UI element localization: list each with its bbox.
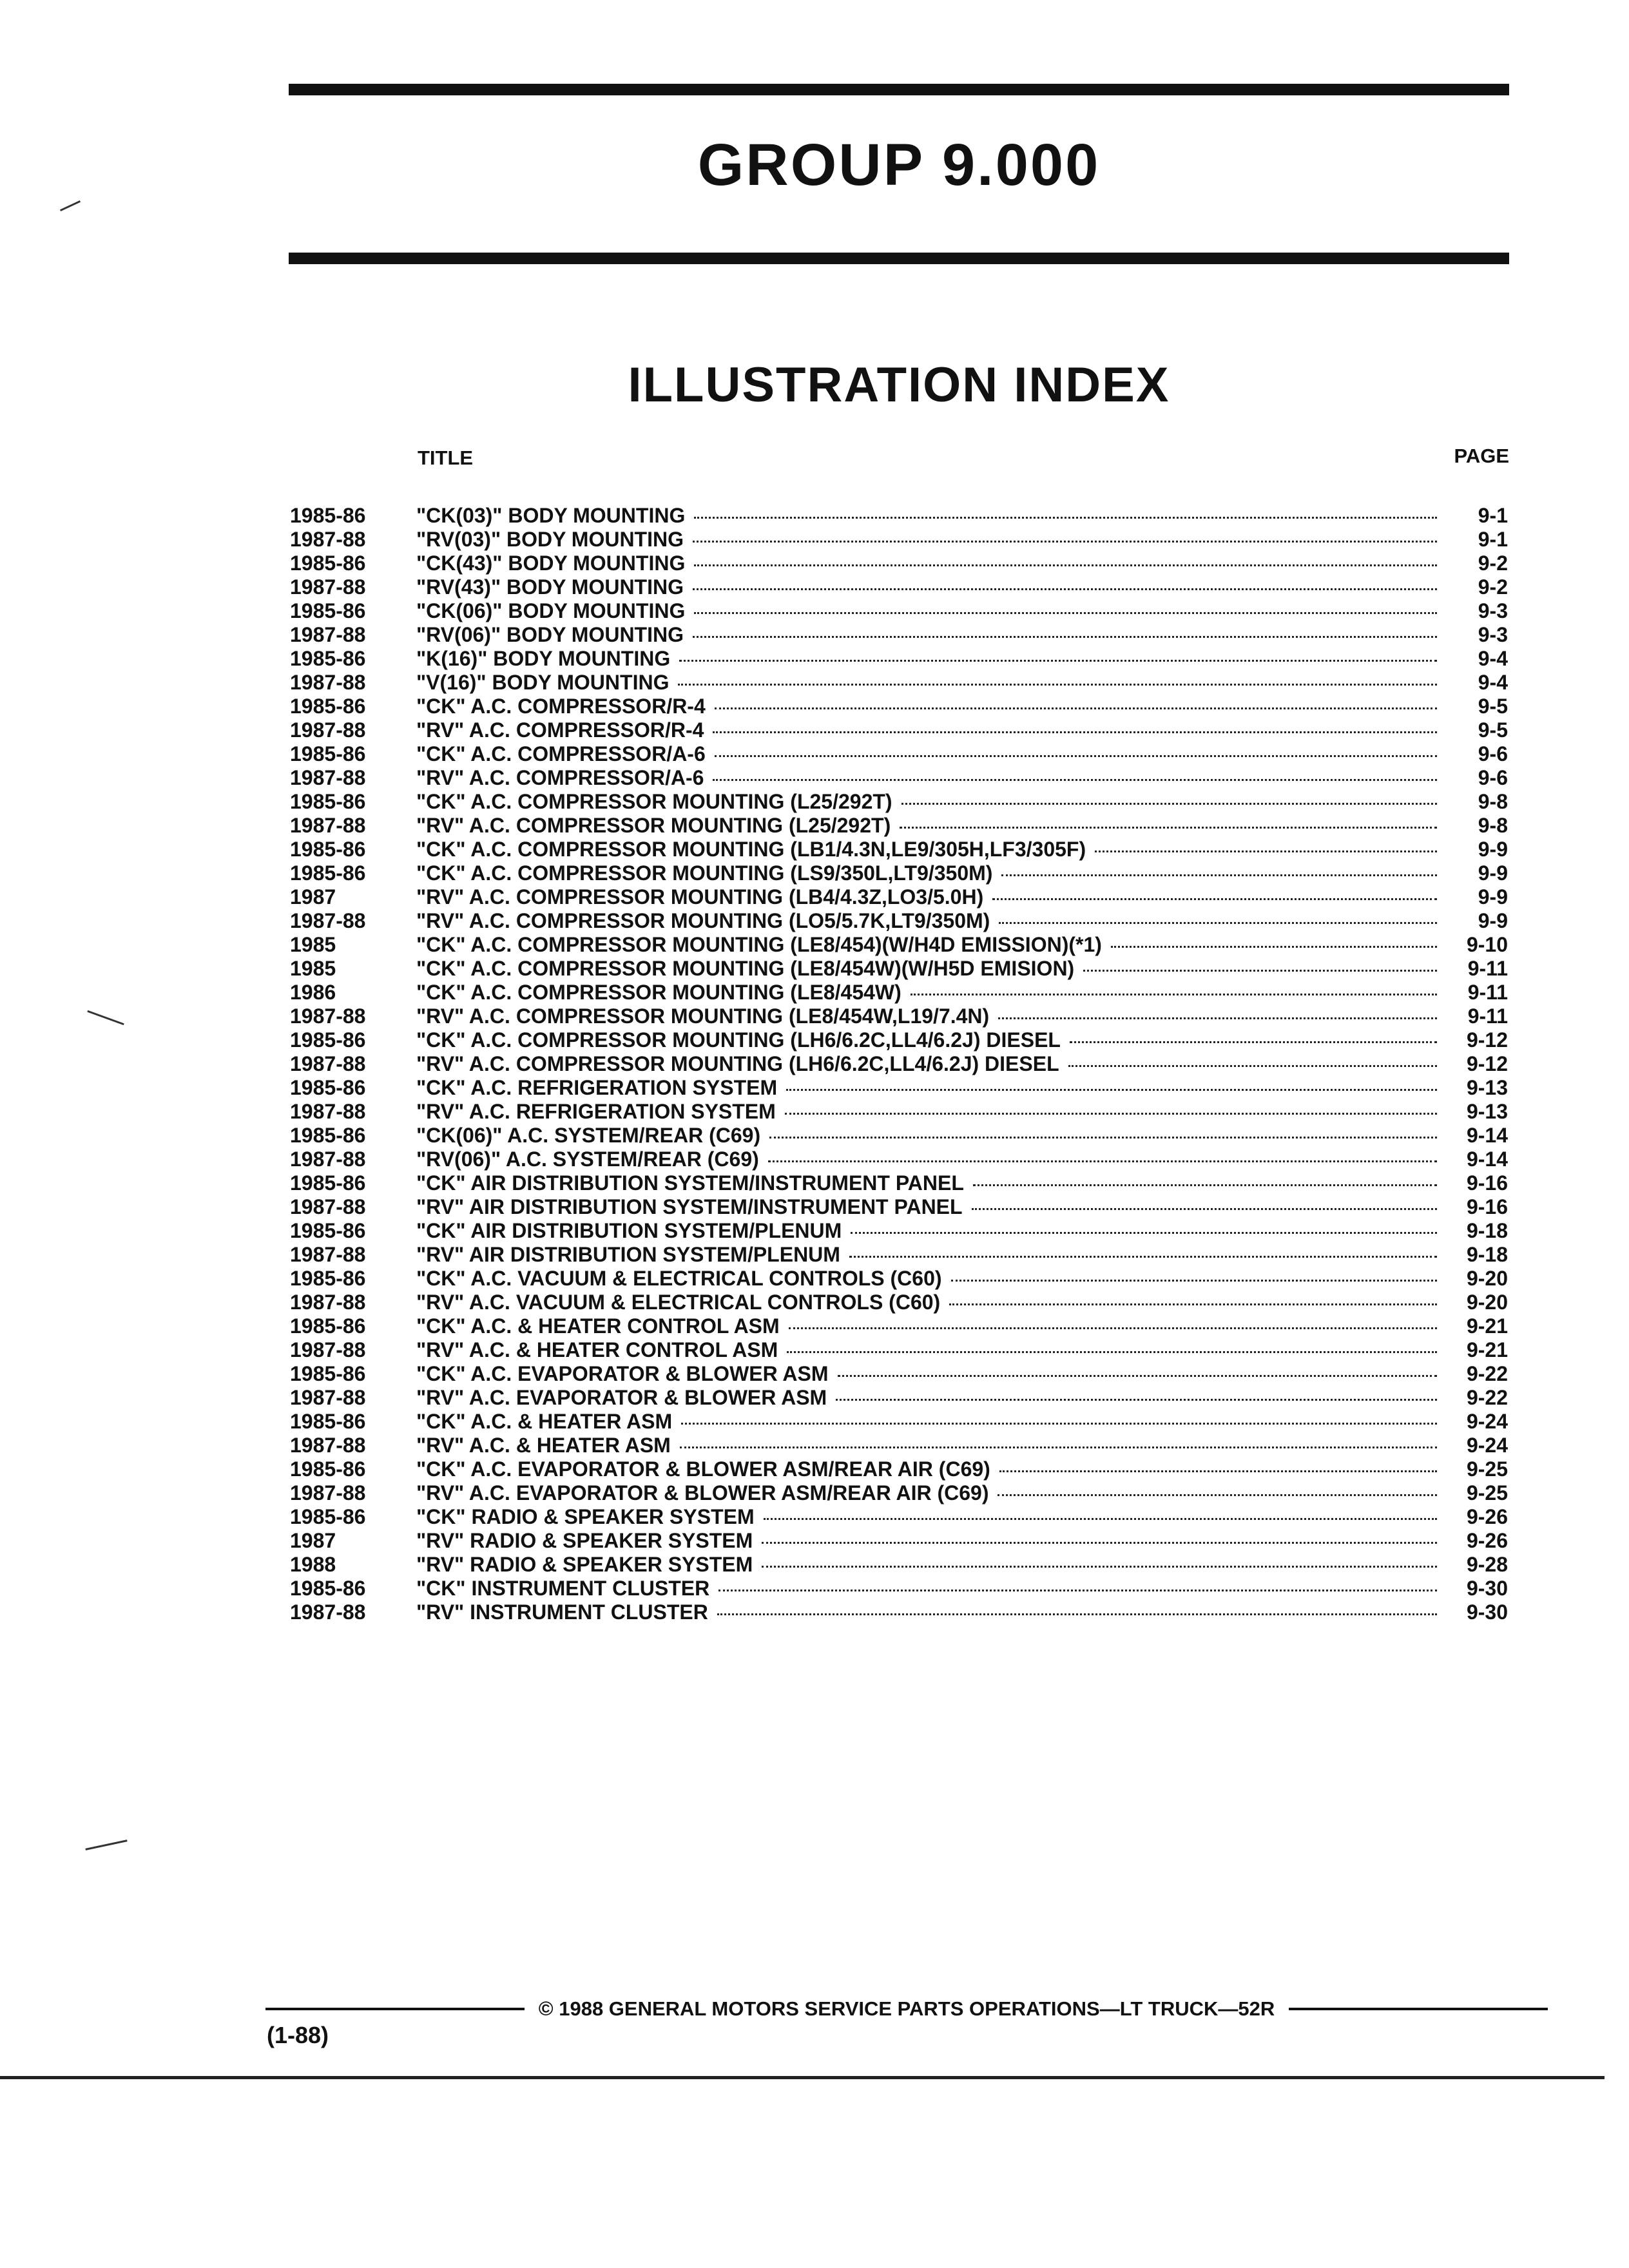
index-entry xyxy=(290,1577,1508,1600)
dot-leader xyxy=(693,541,1437,543)
entry-title: "RV" AIR DISTRIBUTION SYSTEM/PLENUM xyxy=(416,1243,840,1266)
dot-leader xyxy=(849,1256,1437,1258)
dot-leader xyxy=(785,1113,1437,1115)
entry-title: "CK" A.C. COMPRESSOR/R-4 xyxy=(416,695,706,718)
dot-leader xyxy=(973,1184,1437,1186)
dot-leader xyxy=(949,1303,1437,1305)
entry-page: 9-13 xyxy=(1466,1100,1508,1123)
entry-page: 9-21 xyxy=(1466,1314,1508,1338)
entry-title: "CK" A.C. REFRIGERATION SYSTEM xyxy=(416,1076,778,1099)
index-entry xyxy=(290,1052,1508,1076)
entry-page: 9-9 xyxy=(1478,861,1508,885)
entry-year: 1985-86 xyxy=(290,695,366,718)
entry-title: "CK" AIR DISTRIBUTION SYSTEM/PLENUM xyxy=(416,1219,842,1242)
dot-leader xyxy=(901,803,1437,805)
entry-title: "CK" A.C. COMPRESSOR MOUNTING (LE8/454)(W/H4D EMISSION)(*1) xyxy=(416,933,1102,956)
entry-page: 9-13 xyxy=(1466,1076,1508,1099)
entry-page: 9-11 xyxy=(1467,1004,1508,1028)
entry-year: 1987-88 xyxy=(290,718,366,742)
entry-page: 9-3 xyxy=(1478,599,1508,622)
entry-year: 1987 xyxy=(290,1529,336,1552)
entry-title: "CK" A.C. & HEATER ASM xyxy=(416,1410,673,1433)
entry-page: 9-22 xyxy=(1466,1386,1508,1409)
entry-title: "CK" INSTRUMENT CLUSTER xyxy=(416,1577,710,1600)
copyright-notice: © 1988 GENERAL MOTORS SERVICE PARTS OPERATIONS—LT TRUCK—52R xyxy=(538,1997,1275,2020)
entry-year: 1985-86 xyxy=(290,1410,366,1433)
index-entry xyxy=(290,671,1508,695)
entry-title: "CK(06)" A.C. SYSTEM/REAR (C69) xyxy=(416,1124,761,1147)
entry-year: 1985 xyxy=(290,957,336,980)
dot-leader xyxy=(693,636,1437,638)
entry-year: 1985-86 xyxy=(290,742,366,765)
entry-year: 1987-88 xyxy=(290,1386,366,1409)
entry-title: "RV" A.C. COMPRESSOR MOUNTING (LE8/454W,L19/7.4N) xyxy=(416,1004,990,1028)
index-entry xyxy=(290,695,1508,718)
entry-year: 1985-86 xyxy=(290,1314,366,1338)
dot-leader xyxy=(1111,946,1437,948)
entry-page: 9-11 xyxy=(1467,981,1508,1004)
entry-year: 1987-88 xyxy=(290,814,366,837)
dot-leader xyxy=(679,660,1437,662)
revision-code: (1-88) xyxy=(267,2022,329,2048)
index-entry xyxy=(290,575,1508,599)
entry-title: "CK" RADIO & SPEAKER SYSTEM xyxy=(416,1505,755,1528)
dot-leader xyxy=(694,517,1437,519)
entry-title: "K(16)" BODY MOUNTING xyxy=(416,647,671,670)
entry-page: 9-22 xyxy=(1466,1362,1508,1385)
entry-page: 9-26 xyxy=(1466,1529,1508,1552)
column-header-page: PAGE xyxy=(1454,445,1509,467)
entry-title: "CK" AIR DISTRIBUTION SYSTEM/INSTRUMENT PANEL xyxy=(416,1171,964,1195)
dot-leader xyxy=(911,994,1437,995)
entry-page: 9-12 xyxy=(1466,1052,1508,1075)
entry-page: 9-20 xyxy=(1466,1291,1508,1314)
dot-leader xyxy=(764,1518,1437,1520)
index-entry xyxy=(290,1171,1508,1195)
entry-title: "CK(06)" BODY MOUNTING xyxy=(416,599,686,622)
illustration-index-list xyxy=(290,504,1508,1624)
entry-page: 9-21 xyxy=(1466,1338,1508,1361)
entry-title: "RV" A.C. & HEATER CONTROL ASM xyxy=(416,1338,778,1361)
entry-year: 1985-86 xyxy=(290,838,366,861)
group-title: GROUP 9.000 xyxy=(697,132,1101,198)
entry-title: "RV" A.C. COMPRESSOR/R-4 xyxy=(416,718,704,742)
entry-title: "RV" A.C. VACUUM & ELECTRICAL CONTROLS (C60) xyxy=(416,1291,941,1314)
entry-page: 9-26 xyxy=(1466,1505,1508,1528)
dot-leader xyxy=(951,1280,1437,1282)
entry-page: 9-5 xyxy=(1478,718,1508,742)
entry-page: 9-20 xyxy=(1466,1267,1508,1290)
entry-title: "CK" A.C. & HEATER CONTROL ASM xyxy=(416,1314,780,1338)
index-entry xyxy=(290,1100,1508,1124)
dot-leader xyxy=(678,684,1437,686)
index-entry xyxy=(290,885,1508,909)
index-entry xyxy=(290,981,1508,1004)
entry-year: 1987-88 xyxy=(290,1434,366,1457)
index-entry xyxy=(290,909,1508,933)
entry-title: "RV" AIR DISTRIBUTION SYSTEM/INSTRUMENT PANEL xyxy=(416,1195,963,1218)
entry-title: "CK" A.C. COMPRESSOR MOUNTING (LE8/454W) xyxy=(416,981,901,1004)
entry-page: 9-25 xyxy=(1466,1457,1508,1481)
dot-leader xyxy=(762,1542,1437,1544)
dot-leader xyxy=(713,731,1437,733)
entry-title: "CK" A.C. EVAPORATOR & BLOWER ASM xyxy=(416,1362,829,1385)
dot-leader xyxy=(838,1375,1437,1377)
dot-leader xyxy=(972,1208,1437,1210)
dot-leader xyxy=(717,1613,1437,1615)
index-title: ILLUSTRATION INDEX xyxy=(628,358,1170,412)
entry-page: 9-14 xyxy=(1466,1124,1508,1147)
entry-page: 9-10 xyxy=(1466,933,1508,956)
dot-leader xyxy=(900,827,1437,829)
entry-page: 9-18 xyxy=(1466,1243,1508,1266)
dot-leader xyxy=(999,922,1437,924)
entry-title: "CK" A.C. VACUUM & ELECTRICAL CONTROLS (C60) xyxy=(416,1267,942,1290)
entry-year: 1985-86 xyxy=(290,1457,366,1481)
index-entry xyxy=(290,1291,1508,1314)
index-entry xyxy=(290,1148,1508,1171)
dot-leader xyxy=(992,898,1437,900)
index-entry xyxy=(290,1219,1508,1243)
entry-year: 1987-88 xyxy=(290,1243,366,1266)
index-entry xyxy=(290,1386,1508,1410)
index-entry xyxy=(290,1195,1508,1219)
index-entry xyxy=(290,933,1508,957)
scan-mark xyxy=(87,1010,124,1025)
index-entry xyxy=(290,1028,1508,1052)
entry-page: 9-9 xyxy=(1478,838,1508,861)
entry-title: "RV" RADIO & SPEAKER SYSTEM xyxy=(416,1553,753,1576)
entry-page: 9-12 xyxy=(1466,1028,1508,1052)
entry-year: 1985-86 xyxy=(290,861,366,885)
header-rule-bottom xyxy=(289,253,1509,264)
entry-year: 1987-88 xyxy=(290,623,366,646)
index-entry xyxy=(290,1338,1508,1362)
entry-page: 9-1 xyxy=(1478,528,1508,551)
header-rule-top xyxy=(289,84,1509,95)
entry-title: "CK" A.C. COMPRESSOR MOUNTING (LS9/350L,LT9/350M) xyxy=(416,861,993,885)
entry-page: 9-18 xyxy=(1466,1219,1508,1242)
index-entry xyxy=(290,766,1508,790)
dot-leader xyxy=(694,612,1437,614)
entry-year: 1987 xyxy=(290,885,336,908)
entry-title: "CK" A.C. EVAPORATOR & BLOWER ASM/REAR AIR (C69) xyxy=(416,1457,990,1481)
entry-year: 1987-88 xyxy=(290,1291,366,1314)
entry-year: 1987-88 xyxy=(290,766,366,789)
entry-title: "RV" RADIO & SPEAKER SYSTEM xyxy=(416,1529,753,1552)
dot-leader xyxy=(715,707,1437,709)
entry-year: 1987-88 xyxy=(290,528,366,551)
entry-title: "CK" A.C. COMPRESSOR MOUNTING (LE8/454W)(W/H5D EMISION) xyxy=(416,957,1075,980)
entry-title: "RV" A.C. COMPRESSOR/A-6 xyxy=(416,766,704,789)
dot-leader xyxy=(718,1590,1437,1591)
entry-title: "RV(43)" BODY MOUNTING xyxy=(416,575,684,599)
index-entry xyxy=(290,861,1508,885)
entry-page: 9-9 xyxy=(1478,909,1508,932)
entry-title: "CK(43)" BODY MOUNTING xyxy=(416,552,686,575)
entry-page: 9-8 xyxy=(1478,814,1508,837)
index-entry xyxy=(290,1243,1508,1267)
entry-page: 9-8 xyxy=(1478,790,1508,813)
entry-year: 1985-86 xyxy=(290,1267,366,1290)
entry-page: 9-24 xyxy=(1466,1410,1508,1433)
entry-year: 1987-88 xyxy=(290,1052,366,1075)
entry-title: "CK(03)" BODY MOUNTING xyxy=(416,504,686,527)
dot-leader xyxy=(998,1494,1437,1496)
entry-page: 9-9 xyxy=(1478,885,1508,908)
dot-leader xyxy=(768,1160,1437,1162)
entry-title: "RV(06)" BODY MOUNTING xyxy=(416,623,684,646)
index-entry xyxy=(290,1004,1508,1028)
entry-title: "RV" A.C. EVAPORATOR & BLOWER ASM/REAR AIR (C69) xyxy=(416,1481,989,1504)
entry-title: "CK" A.C. COMPRESSOR MOUNTING (L25/292T) xyxy=(416,790,892,813)
dot-leader xyxy=(1068,1065,1437,1067)
entry-page: 9-16 xyxy=(1466,1171,1508,1195)
index-entry xyxy=(290,504,1508,528)
entry-year: 1985-86 xyxy=(290,504,366,527)
entry-year: 1985-86 xyxy=(290,1362,366,1385)
entry-year: 1985-86 xyxy=(290,1076,366,1099)
entry-year: 1987-88 xyxy=(290,1481,366,1504)
entry-year: 1985-86 xyxy=(290,1577,366,1600)
index-entry xyxy=(290,552,1508,575)
entry-year: 1987-88 xyxy=(290,1195,366,1218)
entry-page: 9-24 xyxy=(1466,1434,1508,1457)
scan-mark xyxy=(60,200,81,211)
index-entry xyxy=(290,790,1508,814)
dot-leader xyxy=(694,564,1437,566)
entry-year: 1987-88 xyxy=(290,1148,366,1171)
entry-year: 1987-88 xyxy=(290,1338,366,1361)
entry-year: 1987-88 xyxy=(290,575,366,599)
entry-year: 1985-86 xyxy=(290,552,366,575)
index-entry xyxy=(290,1314,1508,1338)
entry-year: 1985-86 xyxy=(290,599,366,622)
entry-year: 1987-88 xyxy=(290,1100,366,1123)
index-entry xyxy=(290,647,1508,671)
entry-title: "RV" A.C. EVAPORATOR & BLOWER ASM xyxy=(416,1386,827,1409)
index-entry xyxy=(290,1434,1508,1457)
entry-page: 9-6 xyxy=(1478,742,1508,765)
entry-page: 9-2 xyxy=(1478,552,1508,575)
index-entry xyxy=(290,1076,1508,1100)
dot-leader xyxy=(715,755,1437,757)
entry-year: 1985 xyxy=(290,933,336,956)
entry-title: "RV(06)" A.C. SYSTEM/REAR (C69) xyxy=(416,1148,759,1171)
index-entry xyxy=(290,1553,1508,1577)
entry-page: 9-25 xyxy=(1466,1481,1508,1504)
index-entry xyxy=(290,1600,1508,1624)
entry-page: 9-3 xyxy=(1478,623,1508,646)
index-entry xyxy=(290,1410,1508,1434)
index-entry xyxy=(290,1362,1508,1386)
dot-leader xyxy=(1070,1041,1437,1043)
index-entry xyxy=(290,957,1508,981)
entry-year: 1985-86 xyxy=(290,1171,366,1195)
index-entry xyxy=(290,599,1508,623)
entry-page: 9-4 xyxy=(1478,647,1508,670)
entry-year: 1985-86 xyxy=(290,1028,366,1052)
index-entry xyxy=(290,1457,1508,1481)
entry-title: "RV" A.C. REFRIGERATION SYSTEM xyxy=(416,1100,776,1123)
entry-title: "RV" A.C. COMPRESSOR MOUNTING (LO5/5.7K,LT9/350M) xyxy=(416,909,990,932)
dot-leader xyxy=(769,1137,1437,1139)
entry-page: 9-30 xyxy=(1466,1600,1508,1624)
entry-title: "RV" A.C. & HEATER ASM xyxy=(416,1434,671,1457)
footer xyxy=(265,1997,1548,2021)
index-entry xyxy=(290,814,1508,838)
footer-rule-right xyxy=(1289,2008,1548,2010)
entry-page: 9-1 xyxy=(1478,504,1508,527)
scan-mark xyxy=(85,1840,127,1850)
entry-page: 9-6 xyxy=(1478,766,1508,789)
index-entry xyxy=(290,1481,1508,1505)
entry-title: "CK" A.C. COMPRESSOR MOUNTING (LH6/6.2C,LL4/6.2J) DIESEL xyxy=(416,1028,1061,1052)
entry-year: 1985-86 xyxy=(290,647,366,670)
entry-title: "CK" A.C. COMPRESSOR/A-6 xyxy=(416,742,706,765)
entry-title: "RV" INSTRUMENT CLUSTER xyxy=(416,1600,708,1624)
column-header-title: TITLE xyxy=(418,447,474,469)
dot-leader xyxy=(998,1017,1437,1019)
dot-leader xyxy=(836,1399,1437,1401)
entry-page: 9-11 xyxy=(1467,957,1508,980)
index-entry xyxy=(290,1505,1508,1529)
entry-year: 1985-86 xyxy=(290,790,366,813)
dot-leader xyxy=(786,1089,1437,1091)
entry-year: 1985-86 xyxy=(290,1505,366,1528)
dot-leader xyxy=(851,1232,1437,1234)
entry-title: "RV(03)" BODY MOUNTING xyxy=(416,528,684,551)
dot-leader xyxy=(693,588,1437,590)
entry-title: "RV" A.C. COMPRESSOR MOUNTING (LH6/6.2C,LL4/6.2J) DIESEL xyxy=(416,1052,1059,1075)
entry-year: 1987-88 xyxy=(290,1600,366,1624)
dot-leader xyxy=(713,779,1437,781)
dot-leader xyxy=(681,1423,1437,1425)
index-entry xyxy=(290,1124,1508,1148)
entry-title: "RV" A.C. COMPRESSOR MOUNTING (LB4/4.3Z,LO3/5.0H) xyxy=(416,885,984,908)
index-entry xyxy=(290,528,1508,552)
dot-leader xyxy=(1083,970,1437,972)
entry-title: "RV" A.C. COMPRESSOR MOUNTING (L25/292T) xyxy=(416,814,891,837)
index-entry xyxy=(290,838,1508,861)
dot-leader xyxy=(787,1351,1437,1353)
dot-leader xyxy=(762,1566,1437,1568)
entry-page: 9-4 xyxy=(1478,671,1508,694)
entry-year: 1988 xyxy=(290,1553,336,1576)
entry-title: "V(16)" BODY MOUNTING xyxy=(416,671,670,694)
entry-page: 9-14 xyxy=(1466,1148,1508,1171)
entry-year: 1985-86 xyxy=(290,1219,366,1242)
index-entry xyxy=(290,623,1508,647)
entry-title: "CK" A.C. COMPRESSOR MOUNTING (LB1/4.3N,LE9/305H,LF3/305F) xyxy=(416,838,1086,861)
dot-leader xyxy=(680,1446,1437,1448)
index-entry xyxy=(290,1267,1508,1291)
entry-page: 9-28 xyxy=(1466,1553,1508,1576)
index-entry xyxy=(290,742,1508,766)
entry-year: 1987-88 xyxy=(290,671,366,694)
entry-year: 1987-88 xyxy=(290,1004,366,1028)
entry-page: 9-2 xyxy=(1478,575,1508,599)
dot-leader xyxy=(1001,874,1437,876)
entry-page: 9-16 xyxy=(1466,1195,1508,1218)
dot-leader xyxy=(999,1470,1437,1472)
footer-rule-left xyxy=(265,2008,525,2010)
entry-year: 1985-86 xyxy=(290,1124,366,1147)
dot-leader xyxy=(1095,850,1437,852)
index-entry xyxy=(290,1529,1508,1553)
entry-page: 9-5 xyxy=(1478,695,1508,718)
entry-page: 9-30 xyxy=(1466,1577,1508,1600)
entry-year: 1986 xyxy=(290,981,336,1004)
index-entry xyxy=(290,718,1508,742)
bottom-rule xyxy=(0,2076,1605,2079)
entry-year: 1987-88 xyxy=(290,909,366,932)
dot-leader xyxy=(789,1327,1437,1329)
